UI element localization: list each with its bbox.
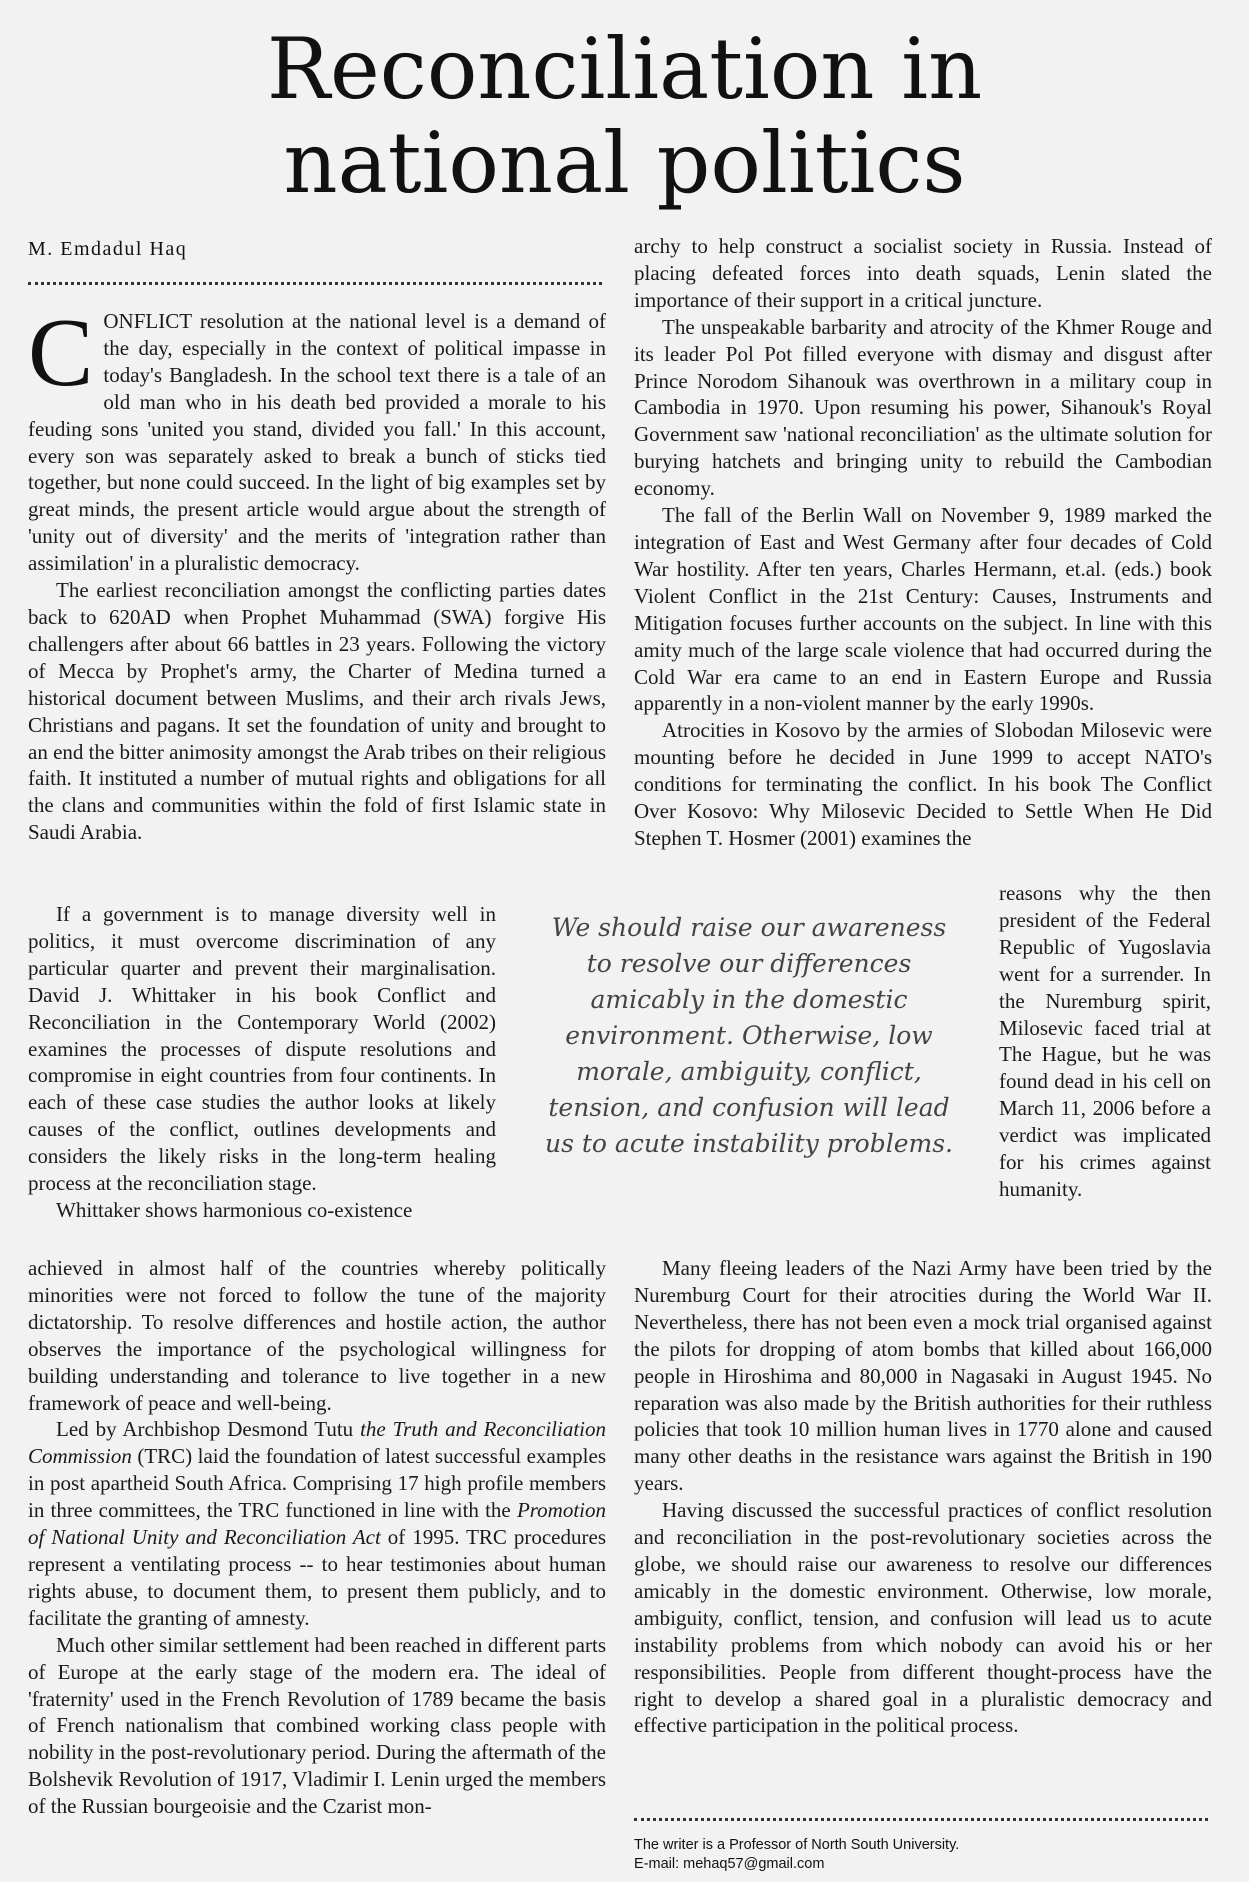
p5-text-a: Led by Archbishop Desmond Tutu bbox=[56, 1417, 361, 1442]
footnote-author-note: The writer is a Professor of North South University. bbox=[634, 1837, 960, 1853]
footnote-divider bbox=[634, 1818, 1208, 1821]
headline bbox=[0, 22, 1249, 210]
right-narrow-column bbox=[999, 880, 1211, 1203]
left-column-lower bbox=[28, 1255, 606, 1820]
byline-divider bbox=[28, 282, 602, 285]
paragraph-5 bbox=[28, 1416, 606, 1631]
headline-line-1: Reconciliation in bbox=[266, 20, 983, 118]
paragraph-r2: The unspeakable barbarity and atrocity of the Khmer Rouge and its leader Pol Pot filled everyone with dismay and disgust after Prince Norodom Sihanouk was overthrown in a military coup in Cambodia in 1970. Upon resuming his power, Sihanouk's Royal Government saw 'national reconciliation' as the ultimate solution for burying hatchets and bringing unity to rebuild the Cambodian economy. bbox=[634, 314, 1212, 501]
paragraph-6: Much other similar settlement had been reached in different parts of Europe at the early stage of the modern era. The ideal of 'fraternity' used in the French Revolution of 1789 became the basis of French nationalism that combined working class people with nobility in the post-revolutionary period. During the aftermath of the Bolshevik Revolution of 1917, Vladimir I. Lenin urged the members of the Russian bourgeoisie and the Czarist mon- bbox=[28, 1632, 606, 1819]
p5-text-c: (TRC) laid the foundation of latest successful examples in post apartheid South Africa. Comprising 17 high profile members in three committees, the TRC functioned in line with the bbox=[28, 1444, 606, 1523]
p5-text-e: of 1995. TRC procedures represent a ventilating process -- to hear testimonies about human rights abuse, to document them, to present them publicly, and to facilitate the granting of amnesty. bbox=[28, 1525, 606, 1630]
left-column-narrow bbox=[28, 901, 496, 1224]
p5-italic-act: Promotion of National Unity and Reconciliation Act bbox=[28, 1498, 606, 1550]
p5-italic-commission: the Truth and Reconciliation Commission bbox=[28, 1417, 606, 1469]
byline: M. Emdadul Haq bbox=[28, 238, 188, 260]
paragraph-r4-end: reasons why the then president of the Federal Republic of Yugoslavia went for a surrender. In the Nuremburg spirit, Milosevic faced trial at The Hague, but he was found dead in his cell on March 11, 2006 before a verdict was implicated for his crimes against humanity. bbox=[999, 881, 1211, 1201]
right-column-lower bbox=[634, 1255, 1212, 1739]
paragraph-r5: Many fleeing leaders of the Nazi Army have been tried by the Nuremburg Court for their atrocities during the World War II. Nevertheless, there has not been even a mock trial organised against the pilots for dropping of atom bombs that killed about 166,000 people in Hiroshima and 80,000 in Nagasaki in August 1945. No reparation was also made by the British authorities for their ruthless policies that took 10 million human lives in 1770 alone and caused many other deaths in the resistance wars against the British in 190 years. bbox=[634, 1256, 1212, 1496]
footnote bbox=[634, 1836, 959, 1874]
paragraph-r1: archy to help construct a socialist society in Russia. Instead of placing defeated forces into death squads, Lenin slated the importance of their support in a critical juncture. bbox=[634, 234, 1212, 312]
paragraph-4-start: Whittaker shows harmonious co-existence bbox=[56, 1197, 413, 1222]
paragraph-r3: The fall of the Berlin Wall on November 9, 1989 marked the integration of East and West Germany after four decades of Cold War hostility. After ten years, Charles Hermann, et.al. (eds.) book Violent Conflict in the 21st Century: Causes, Instruments and Mitigation focuses further accounts on the subject. In line with this amity much of the large scale violence that had occurred during the Cold War era came to an end in Eastern Europe and Russia apparently in a non-violent manner by the early 1990s. bbox=[634, 503, 1212, 716]
headline-line-2: national politics bbox=[283, 114, 966, 212]
paragraph-1 bbox=[28, 299, 606, 577]
paragraph-4-end: achieved in almost half of the countries whereby politically minorities were not forced to follow the tune of the majority dictatorship. To resolve differences and hostile action, the author observes the importance of the psychological willingness for building understanding and tolerance to live together in a new framework of peace and well-being. bbox=[28, 1256, 606, 1415]
paragraph-r4: Atrocities in Kosovo by the armies of Slobodan Milosevic were mounting before he decided in June 1999 to accept NATO's conditions for terminating the conflict. In his book The Conflict Over Kosovo: Why Milosevic Decided to Settle When He Did Stephen T. Hosmer (2001) examines the bbox=[634, 718, 1212, 850]
drop-cap: C bbox=[28, 299, 94, 407]
pull-quote: We should raise our awareness to resolve our differences amicably in the domestic environment. Otherwise, low morale, ambiguity, conflict, tension, and confusion will lead us to acute instability problems. bbox=[545, 913, 953, 1158]
footnote-email: E-mail: mehaq57@gmail.com bbox=[634, 1856, 825, 1872]
left-column bbox=[28, 299, 606, 846]
paragraph-r6: Having discussed the successful practices of conflict resolution and reconciliation in the post-revolutionary societies across the globe, we should raise our awareness to resolve our differences amicably in the domestic environment. Otherwise, low morale, ambiguity, conflict, tension, and confusion will lead us to acute instability problems from which nobody can avoid his or her responsibilities. People from different thought-process have the right to develop a shared goal in a pluralistic democracy and effective participation in the political process. bbox=[634, 1498, 1212, 1738]
paragraph-3: If a government is to manage diversity well in politics, it must overcome discrimination of any particular quarter and prevent their marginalisation. David J. Whittaker in his book Conflict and Reconciliation in the Contemporary World (2002) examines the processes of dispute resolutions and compromise in eight countries from four continents. In each of these case studies the author looks at likely causes of the conflict, outlines developments and considers the likely risks in the long-term healing process at the reconciliation stage. bbox=[28, 902, 496, 1196]
paragraph-1-text: ONFLICT resolution at the national level is a demand of the day, especially in the context of political impasse in today's Bangladesh. In the school text there is a tale of an old man who in his death bed provided a morale to his feuding sons 'united you stand, divided you fall.' In this account, every son was separately asked to break a bunch of sticks tied together, but none could succeed. In the light of big examples set by great minds, the present article would argue about the strength of 'unity out of diversity' and the merits of 'integration rather than assimilation' in a pluralistic democracy. bbox=[28, 309, 606, 576]
right-column bbox=[634, 233, 1212, 852]
paragraph-2: The earliest reconciliation amongst the conflicting parties dates back to 620AD when Prophet Muhammad (SWA) forgive His challengers after about 66 battles in 23 years. Following the victory of Mecca by Prophet's army, the Charter of Medina turned a historical document between Muslims, and their arch rivals Jews, Christians and pagans. It set the foundation of unity and brought to an end the bitter animosity amongst the Arab tribes on their religious faith. It instituted a number of mutual rights and obligations for all the clans and communities within the fold of first Islamic state in Saudi Arabia. bbox=[28, 578, 606, 845]
